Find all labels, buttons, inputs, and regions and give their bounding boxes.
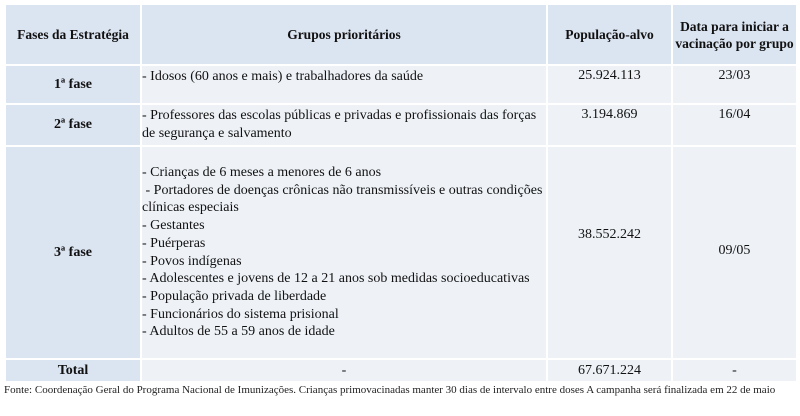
grupo-item: - Portadores de doenças crônicas não transmissíveis e outras condições clínicas especiais bbox=[142, 182, 546, 216]
total-row bbox=[6, 360, 796, 381]
header-grupos: Grupos prioritários bbox=[142, 5, 546, 64]
vaccination-phases-table bbox=[4, 3, 798, 383]
fase-label: 1ª fase bbox=[6, 66, 140, 103]
grupos-cell bbox=[142, 66, 546, 103]
grupo-item: - Gestantes bbox=[142, 218, 205, 234]
source-footnote: Fonte: Coordenação Geral do Programa Nacional de Imunizações. Crianças primovacinadas manter 30 dias de intervalo entre doses A campanha será finalizada em 22 de maio bbox=[4, 384, 776, 396]
grupos-cell bbox=[142, 147, 546, 358]
total-label: Total bbox=[6, 360, 140, 381]
grupo-item: - Adultos de 55 a 59 anos de idade bbox=[142, 324, 335, 340]
fase-label: 3ª fase bbox=[6, 147, 140, 358]
grupo-item: - Puérperas bbox=[142, 235, 206, 251]
total-data: - bbox=[673, 360, 796, 381]
table-row bbox=[6, 147, 796, 358]
grupo-item: - Funcionários do sistema prisional bbox=[142, 306, 339, 322]
data-cell: 09/05 bbox=[673, 147, 796, 358]
grupo-item: - Crianças de 6 meses a menores de 6 anos bbox=[142, 164, 382, 180]
total-populacao: 67.671.224 bbox=[548, 360, 671, 381]
data-cell: 23/03 bbox=[673, 66, 796, 103]
grupo-item: - Povos indígenas bbox=[142, 253, 242, 269]
table-row bbox=[6, 66, 796, 103]
total-grupos: - bbox=[142, 360, 546, 381]
grupo-item: - Idosos (60 anos e mais) e trabalhadores da saúde bbox=[142, 69, 424, 84]
header-fases: Fases da Estratégia bbox=[6, 5, 140, 64]
grupo-item: - População privada de liberdade bbox=[142, 288, 327, 304]
data-cell: 16/04 bbox=[673, 105, 796, 145]
populacao-cell: 38.552.242 bbox=[548, 147, 671, 358]
populacao-cell: 3.194.869 bbox=[548, 105, 671, 145]
header-row bbox=[6, 5, 796, 64]
grupos-cell bbox=[142, 105, 546, 145]
fase-label: 2ª fase bbox=[6, 105, 140, 145]
table-row bbox=[6, 105, 796, 145]
populacao-cell: 25.924.113 bbox=[548, 66, 671, 103]
grupo-item: - Adolescentes e jovens de 12 a 21 anos sob medidas socioeducativas bbox=[142, 271, 530, 287]
header-populacao: População-alvo bbox=[548, 5, 671, 64]
header-data: Data para iniciar a vacinação por grupo bbox=[673, 5, 796, 64]
grupo-item: - Professores das escolas públicas e privadas e profissionais das forças de segurança e salvamento bbox=[142, 108, 537, 141]
